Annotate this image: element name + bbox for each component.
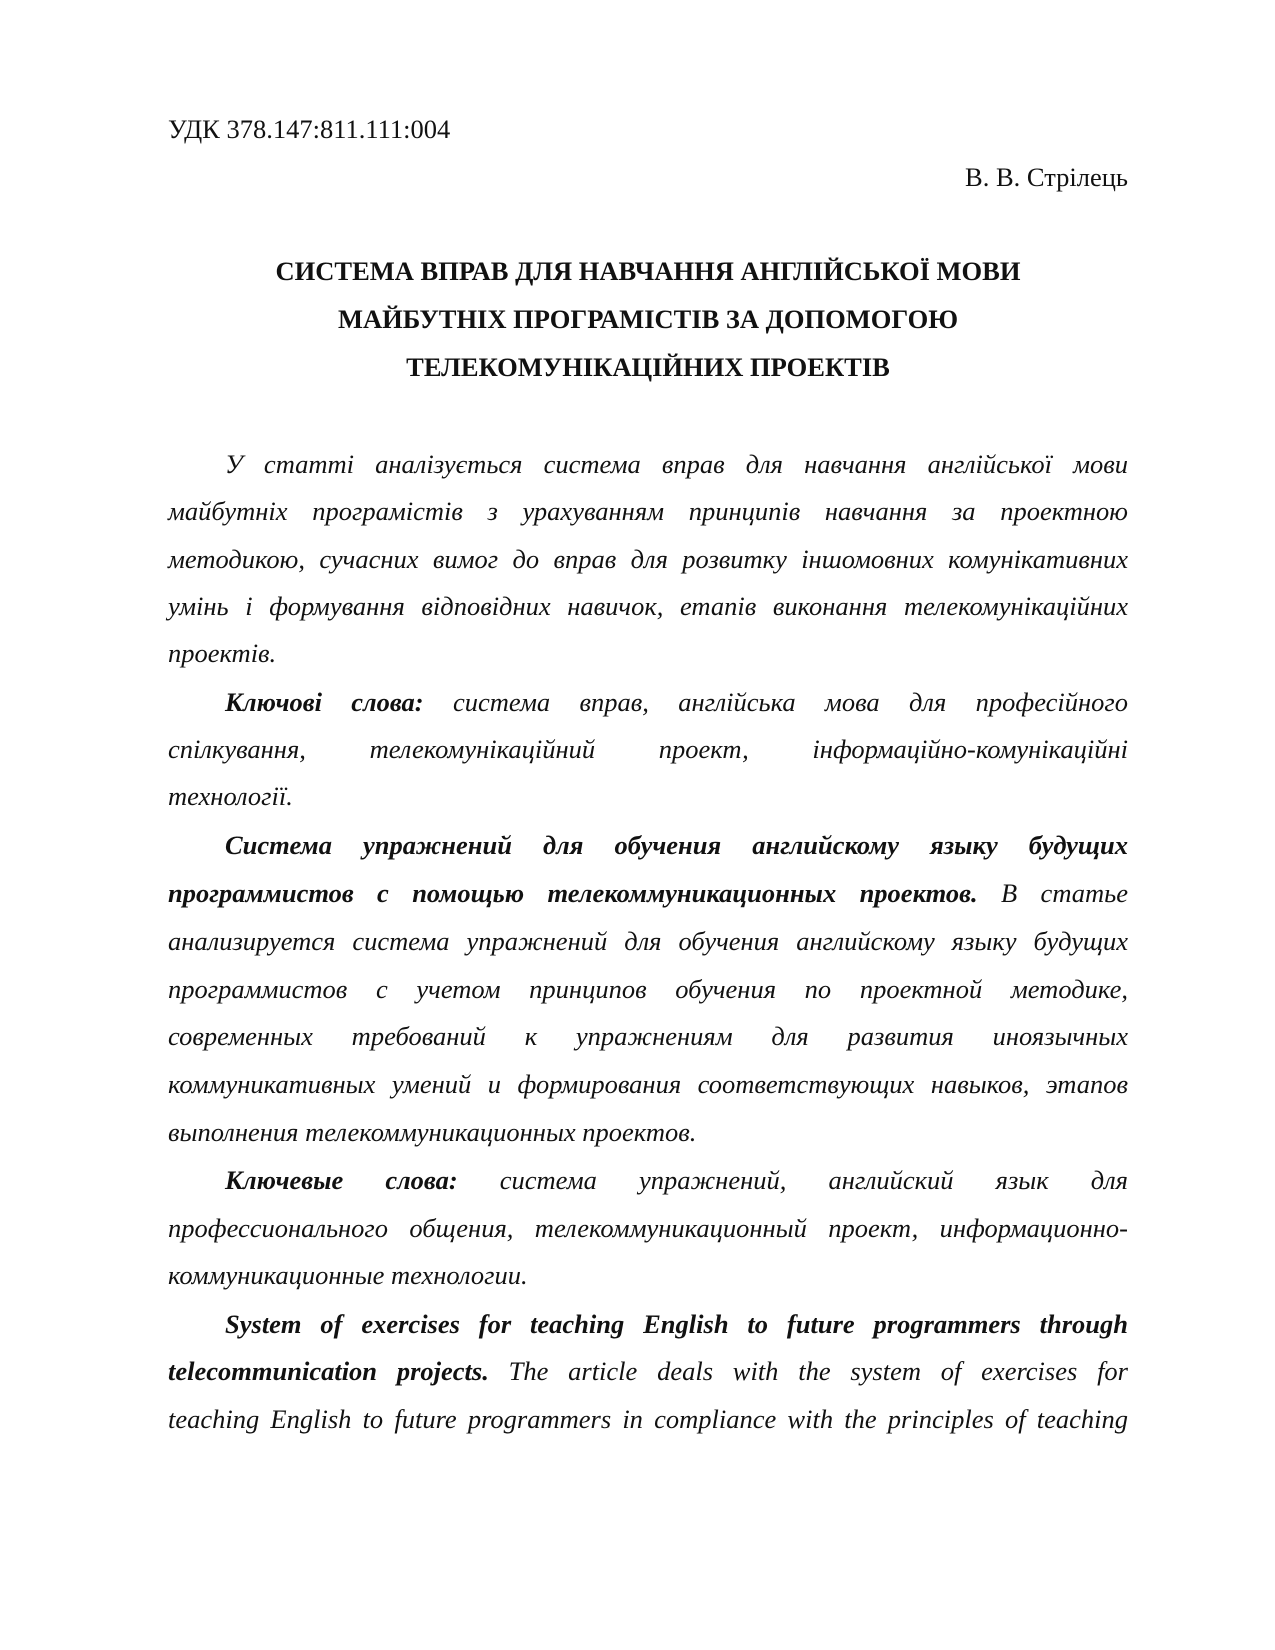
udc-code: УДК 378.147:811.111:004 (168, 114, 451, 144)
abstract-en-line (168, 1356, 1128, 1387)
body-text: методикою, сучасних вимог до вправ для розвитку іншомовних комунікативних (168, 544, 1128, 574)
abstract-ru-line (168, 878, 1128, 909)
body-text: система вправ, англійська мова для професійного (423, 687, 1128, 717)
keywords-ru-line (168, 1213, 1128, 1244)
body-text: система упражнений, английский язык для (457, 1165, 1128, 1195)
keywords-ru-line (225, 1165, 1128, 1196)
author: В. В. Стрілець (965, 162, 1128, 192)
body-text: В статье (977, 878, 1128, 908)
bold-heading-text: Ключевые слова: (225, 1165, 458, 1195)
article-title-line: ТЕЛЕКОМУНІКАЦІЙНИХ ПРОЕКТІВ (406, 352, 890, 382)
body-text: коммуникационные технологии. (168, 1260, 528, 1290)
body-text: teaching English to future programmers in compliance with the principles of teaching (168, 1404, 1128, 1434)
bold-heading-text: Система упражнений для обучения английскому языку будущих (225, 830, 1128, 860)
body-text: майбутніх програмістів з урахуванням принципів навчання за проектною (168, 496, 1128, 526)
bold-heading-text: System of exercises for teaching English to future programmers through (225, 1309, 1128, 1339)
body-text: анализируется система упражнений для обучения английскому языку будущих (168, 926, 1128, 956)
body-text: умінь і формування відповідних навичок, етапів виконання телекомунікаційних (168, 591, 1128, 621)
body-text: современных требований к упражнениям для развития иноязычных (168, 1021, 1128, 1051)
abstract-en-line (225, 1309, 1128, 1340)
abstract-uk-line (168, 638, 1128, 669)
bold-heading-text: telecommunication projects. (168, 1356, 489, 1386)
keywords-uk-line (168, 781, 1128, 812)
keywords-ru-line (168, 1260, 1128, 1291)
bold-heading-text: программистов с помощью телекоммуникационных проектов. (168, 878, 978, 908)
body-text: У статті аналізується система вправ для навчання англійської мови (225, 449, 1128, 479)
body-text: спілкування, телекомунікаційний проект, інформаційно-комунікаційні (168, 734, 1128, 764)
abstract-uk-line (168, 496, 1128, 527)
abstract-uk-line (225, 449, 1128, 480)
body-text: программистов с учетом принципов обучения по проектной методике, (168, 974, 1128, 1004)
abstract-ru-line (168, 1117, 1128, 1148)
abstract-ru-line (225, 830, 1128, 861)
abstract-uk-line (168, 591, 1128, 622)
body-text: The article deals with the system of exercises for (488, 1356, 1128, 1386)
keywords-uk-line (225, 687, 1128, 718)
article-title-line: СИСТЕМА ВПРАВ ДЛЯ НАВЧАННЯ АНГЛІЙСЬКОЇ МОВИ (275, 256, 1021, 286)
body-text: выполнения телекоммуникационных проектов. (168, 1117, 697, 1147)
article-title-line: МАЙБУТНІХ ПРОГРАМІСТІВ ЗА ДОПОМОГОЮ (337, 304, 959, 334)
abstract-en-line (168, 1404, 1128, 1435)
body-text: проектів. (168, 638, 277, 668)
body-text: коммуникативных умений и формирования соответствующих навыков, этапов (168, 1069, 1128, 1099)
bold-heading-text: Ключові слова: (225, 687, 424, 717)
abstract-ru-line (168, 926, 1128, 957)
abstract-uk-line (168, 544, 1128, 575)
abstract-ru-line (168, 974, 1128, 1005)
body-text: технології. (168, 781, 293, 811)
body-text: профессионального общения, телекоммуникационный проект, информационно- (168, 1213, 1128, 1243)
abstract-ru-line (168, 1069, 1128, 1100)
keywords-uk-line (168, 734, 1128, 765)
abstract-ru-line (168, 1021, 1128, 1052)
